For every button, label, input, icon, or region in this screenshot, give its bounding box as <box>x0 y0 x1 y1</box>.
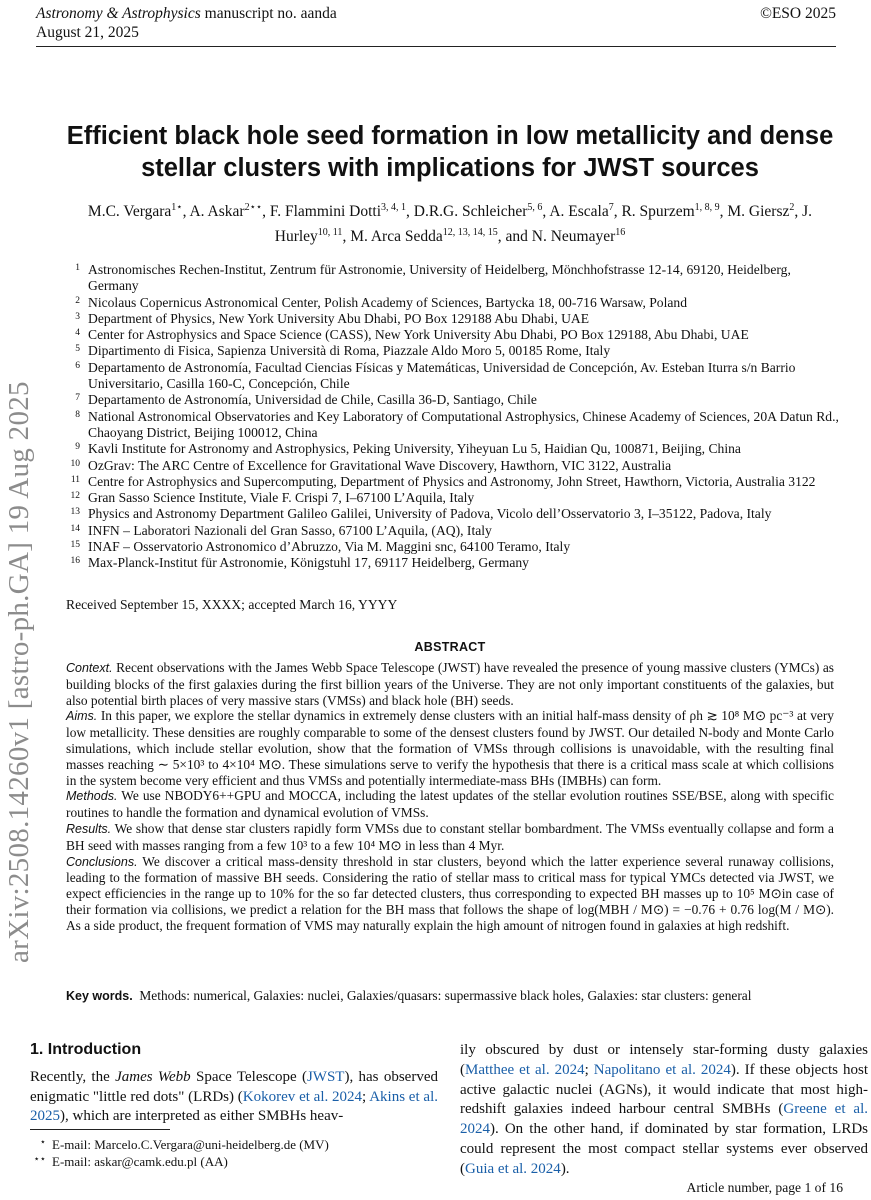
affiliation-number: 12 <box>70 491 80 502</box>
author-name: N. Neumayer <box>531 228 616 246</box>
jwst-link[interactable]: JWST <box>306 1068 345 1085</box>
abstract-context <box>66 660 834 708</box>
footnote-marker: ⋆ <box>39 1137 46 1148</box>
affiliation-item <box>62 474 842 490</box>
intro-italic: James Webb <box>115 1068 191 1085</box>
intro-text: Space Telescope ( <box>196 1068 307 1085</box>
citation-napolitano[interactable]: Napolitano et al. 2024 <box>593 1061 731 1078</box>
abstract-conclusions <box>66 854 834 934</box>
affiliation-text: OzGrav: The ARC Centre of Excellence for Gravitational Wave Discovery, Hawthorn, VIC 3122, Australia <box>88 457 672 473</box>
author-separator: , <box>182 203 190 221</box>
context-text: Recent observations with the James Webb Space Telescope (JWST) have revealed the presence of young massive clusters (YMCs) as building blocks of the first galaxies during the first billion years of the Universe. They are not only important constituents of the galaxies, but also potential birth places of very massive stars (VMSs) and black hole (BH) seeds. <box>66 660 834 708</box>
affiliation-item <box>62 343 842 359</box>
author-name: M. Giersz <box>727 203 790 221</box>
intro-text: ily obscured by dust or intensely star-forming dusty galaxies ( <box>460 1042 868 1078</box>
aims-text: In this paper, we explore the stellar dynamics in extremely dense clusters with an initial half-mass density of ρh ≳ 10⁸ M⊙ pc⁻³ at very low metallicity. These densities are roughly comparable to some of the densest clusters found by JWST. Our detailed N-body and Monte Carlo simulations, which include stellar evolution, show that the formation of VMSs through collisions is unavoidable, with the resulting final masses reaching ∼ 5×10³ to 4×10⁴ M⊙. These simulations serve to verify the hypothesis that there is a critical mass scale at which collisions in the system become very efficient and thus VMSs and potentially intermediate-mass BHs (IMBHs) can form. <box>66 708 834 788</box>
abstract-heading: ABSTRACT <box>414 640 486 654</box>
section-heading-introduction: 1. Introduction <box>30 1041 142 1058</box>
received-dates: Received September 15, XXXX; accepted March 16, YYYY <box>66 597 398 612</box>
affiliation-text: Centre for Astrophysics and Supercomputing, Department of Physics and Astronomy, John Street, Hawthorn, Victoria, Australia 3122 <box>88 473 816 489</box>
affiliation-text: Department of Physics, New York University Abu Dhabi, PO Box 129188 Abu Dhabi, UAE <box>88 310 590 326</box>
author-name: D.R.G. Schleicher <box>413 203 528 221</box>
author-name: M.C. Vergara <box>87 203 172 221</box>
affiliation-number: 16 <box>70 556 80 567</box>
paper-title: Efficient black hole seed formation in low metallicity and dense stellar clusters with implications for JWST sources <box>66 122 834 182</box>
header-copyright: ©ESO 2025 <box>760 5 836 22</box>
methods-text: We use NBODY6++GPU and MOCCA, including the latest updates of the stellar evolution routines SSE/BSE, along with specific routines to handle the formation and dynamical evolution of VMSs. <box>66 788 834 821</box>
citation-matthee[interactable]: Matthee et al. 2024 <box>465 1061 585 1078</box>
author-affiliation-marker: 3, 4, 1 <box>381 202 407 213</box>
affiliation-item <box>62 295 842 311</box>
affiliation-number: 14 <box>70 523 80 534</box>
author-name: F. Flammini Dotti <box>269 203 382 221</box>
arxiv-stamp: arXiv:2508.14260v1 [astro-ph.GA] 19 Aug 2025 <box>3 381 35 963</box>
keywords-text: Methods: numerical, Galaxies: nuclei, Galaxies/quasars: supermassive black holes, Galaxies: star clusters: general <box>139 988 752 1003</box>
affiliation-number: 11 <box>70 474 80 485</box>
footnote-rule <box>30 1129 170 1130</box>
footnote-text: E-mail: askar@camk.edu.pl (AA) <box>52 1154 228 1169</box>
author-affiliation-marker: 16 <box>615 227 626 239</box>
header-date: August 21, 2025 <box>36 24 139 41</box>
author-separator: , <box>613 203 622 221</box>
affiliation-item <box>62 506 842 522</box>
manuscript-label: manuscript no. aanda <box>204 5 337 22</box>
abstract-methods <box>66 788 834 821</box>
author-affiliation-marker: 7 <box>608 202 614 213</box>
author-affiliation-marker: 12, 13, 14, 15 <box>442 227 498 239</box>
footnote-text: E-mail: Marcelo.C.Vergara@uni-heidelberg.de (MV) <box>52 1137 329 1152</box>
intro-right-column <box>460 1041 868 1180</box>
author-separator: , <box>794 203 803 221</box>
context-label: Context. <box>66 661 113 675</box>
affiliation-number: 4 <box>75 328 80 339</box>
header-rule <box>36 46 836 47</box>
author-separator: , <box>342 228 351 246</box>
footnote-item <box>30 1153 329 1170</box>
author-affiliation-marker: 1, 8, 9 <box>694 202 720 213</box>
keywords <box>66 988 834 1004</box>
author-affiliation-marker: 5, 6 <box>527 202 543 213</box>
author-separator: , and <box>497 228 532 246</box>
affiliation-number: 7 <box>75 393 80 404</box>
citation-greene[interactable]: Greene et al. 2024 <box>460 1101 869 1138</box>
author-name: J. Hurley <box>274 203 813 246</box>
affiliation-text: INAF – Osservatorio Astronomico d’Abruzzo, Via M. Maggini snc, 64100 Teramo, Italy <box>88 539 571 555</box>
author-affiliation-marker: 2 <box>789 202 795 213</box>
affiliation-number: 13 <box>70 507 80 518</box>
affiliation-number: 10 <box>70 458 80 469</box>
aims-label: Aims. <box>66 709 98 724</box>
affiliation-item <box>62 539 842 555</box>
affiliation-number: 8 <box>75 409 80 420</box>
affiliation-number: 6 <box>75 360 80 371</box>
affiliation-number: 1 <box>75 263 80 273</box>
affiliation-item <box>62 490 842 506</box>
results-text: We show that dense star clusters rapidly form VMSs due to constant stellar bombardment. The VMSs eventually collapse and form a BH seed with masses ranging from a few 10³ to a few 10⁴ M⊙ in less than 4 Myr. <box>66 820 834 853</box>
affiliation-text: Nicolaus Copernicus Astronomical Center, Polish Academy of Sciences, Bartycka 18, 00-716 Warsaw, Poland <box>88 294 688 310</box>
affiliation-number: 15 <box>70 540 80 551</box>
affiliation-item <box>62 458 842 474</box>
author-name: A. Askar <box>189 203 245 221</box>
affiliation-text: Departamento de Astronomía, Facultad Ciencias Físicas y Matemáticas, Universidad de Concepción, Av. Esteban Iturra s/n Barrio Universitario, Casilla 160-C, Concepción, Chile <box>88 359 796 392</box>
affiliation-text: INFN – Laboratori Nazionali del Gran Sasso, 67100 L’Aquila, (AQ), Italy <box>88 522 492 538</box>
intro-text: ). If these objects host active galactic nuclei (AGNs), it would indicate that most high-redshift galaxies indeed harbour central SMBHs ( <box>460 1061 868 1118</box>
author-separator: , <box>719 203 728 221</box>
intro-text: ), which are interpreted as either SMBHs heav- <box>60 1108 344 1125</box>
affiliation-number: 5 <box>75 344 80 355</box>
author-name: M. Arca Sedda <box>350 228 443 246</box>
keywords-label: Key words. <box>66 989 133 1003</box>
affiliation-item <box>62 311 842 327</box>
author-affiliation-marker: 10, 11 <box>317 227 343 239</box>
abstract-results <box>66 821 834 854</box>
intro-text: ). <box>560 1160 570 1177</box>
affiliation-item <box>62 392 842 408</box>
affiliation-item <box>62 262 842 295</box>
affiliation-item <box>62 327 842 343</box>
conclusions-text: We discover a critical mass-density threshold in star clusters, beyond which the latter experience several runaway collisions, leading to the formation of massive BH seeds. Considering the ratio of stellar mass to critical mass for typical YMCs detected via JWST, we expect efficiencies in the range up to 10% for the so far detected clusters, thus corresponding to expected BH masses up to 10⁵ M⊙in case of their formation via collisions, we predict a relation for the BH mass that follows the shape of log(MBH / M⊙) = −0.76 + 0.76 log(M / M⊙). As a side product, the frequent formation of VMS may naturally explain the high amount of nitrogen found in galaxies at high redshift. <box>66 853 834 933</box>
affiliation-item <box>62 555 842 571</box>
affiliation-item <box>62 360 842 393</box>
affiliation-text: Physics and Astronomy Department Galileo Galilei, University of Padova, Vicolo dell’Osservatorio 3, I–35122, Padova, Italy <box>88 506 772 522</box>
intro-text: Recently, the <box>30 1068 110 1085</box>
affiliation-item <box>62 409 842 442</box>
citation-akins[interactable]: Akins et al. 2025 <box>30 1088 438 1125</box>
footnotes <box>30 1136 329 1170</box>
affiliation-number: 2 <box>75 295 80 306</box>
affiliation-list <box>62 262 842 572</box>
author-affiliation-marker: 1⋆ <box>171 202 183 213</box>
intro-text: ; <box>584 1061 589 1078</box>
abstract-body <box>66 660 834 934</box>
affiliation-text: Max-Planck-Institut für Astronomie, Königstuhl 17, 69117 Heidelberg, Germany <box>88 555 529 571</box>
author-name: A. Escala <box>549 203 609 221</box>
affiliation-item <box>62 523 842 539</box>
footnote-marker: ⋆⋆ <box>33 1154 46 1165</box>
citation-kokorev[interactable]: Kokorev et al. 2024 <box>242 1088 363 1105</box>
affiliation-number: 9 <box>75 442 80 453</box>
intro-text: ), has observed enigmatic "little red dots" (LRDs) ( <box>30 1068 438 1105</box>
author-separator: , <box>542 203 550 221</box>
intro-paragraph-continued <box>460 1041 868 1180</box>
affiliation-item <box>62 441 842 457</box>
affiliation-text: Departamento de Astronomía, Universidad de Chile, Casilla 36-D, Santiago, Chile <box>88 392 537 408</box>
abstract-aims <box>66 708 834 788</box>
running-header <box>36 4 836 42</box>
journal-name: Astronomy & Astrophysics <box>36 5 201 22</box>
author-separator: , <box>262 203 270 221</box>
conclusions-label: Conclusions. <box>66 854 138 869</box>
affiliation-text: Center for Astrophysics and Space Science (CASS), New York University Abu Dhabi, PO Box 129188, Abu Dhabi, UAE <box>88 327 749 343</box>
intro-left-column <box>30 1040 438 1127</box>
affiliation-text: Kavli Institute for Astronomy and Astrophysics, Peking University, Yiheyuan Lu 5, Haidian Qu, 100871, Beijing, China <box>88 441 741 457</box>
author-separator: , <box>406 203 414 221</box>
page-footer: Article number, page 1 of 16 <box>686 1180 843 1195</box>
affiliation-number: 3 <box>75 311 80 322</box>
footnote-item <box>30 1136 329 1153</box>
citation-guia[interactable]: Guia et al. 2024 <box>465 1160 561 1177</box>
methods-label: Methods. <box>66 789 118 804</box>
affiliation-text: Astronomisches Rechen-Institut, Zentrum für Astronomie, University of Heidelberg, Mönchhofstrasse 12-14, 69120, Heidelberg, Germany <box>88 262 791 294</box>
affiliation-text: Gran Sasso Science Institute, Viale F. Crispi 7, I–67100 L’Aquila, Italy <box>88 490 475 506</box>
affiliation-text: National Astronomical Observatories and Key Laboratory of Computational Astrophysics, Chinese Academy of Sciences, 20A Datun Rd., Chaoyang District, Beijing 100012, China <box>88 408 839 440</box>
intro-text: ; <box>362 1088 367 1105</box>
affiliation-text: Dipartimento di Fisica, Sapienza Università di Roma, Piazzale Aldo Moro 5, 00185 Rome, Italy <box>88 343 611 359</box>
results-label: Results. <box>66 821 112 836</box>
intro-paragraph <box>30 1068 438 1127</box>
author-affiliation-marker: 2⋆⋆ <box>244 202 263 213</box>
intro-text: ). On the other hand, if dominated by star formation, LRDs could represent the most compact stellar systems ever observed ( <box>460 1121 868 1177</box>
author-list <box>60 197 840 247</box>
author-name: R. Spurzem <box>621 203 695 221</box>
